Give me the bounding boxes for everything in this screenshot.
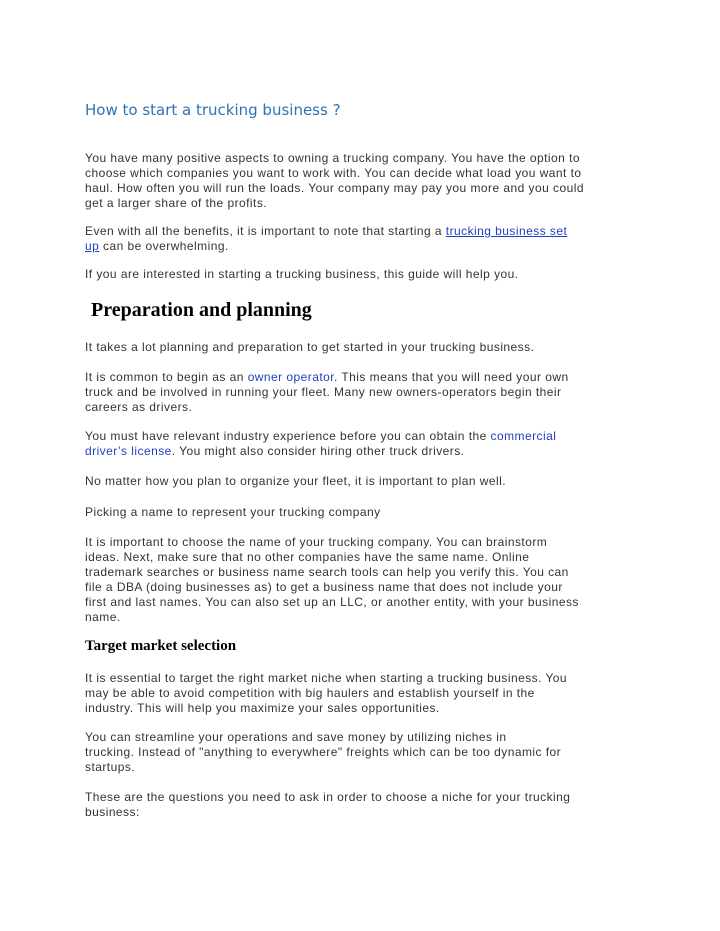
section1-paragraph-1: It takes a lot planning and preparation to get started in your trucking business.	[85, 340, 535, 354]
text-segment: It is common to begin as an	[85, 370, 248, 384]
text-line: file a DBA (doing businesses as) to get a business name that does not include your	[85, 580, 563, 594]
text-line: choose which companies you want to work with. You can decide what load you want to	[85, 166, 582, 180]
intro-paragraph-1	[85, 151, 645, 211]
owner-operator-link[interactable]: owner operator	[247, 370, 335, 384]
text-line	[85, 444, 645, 459]
section2-paragraph-3	[85, 790, 645, 820]
text-line	[85, 239, 645, 254]
section1-paragraph-3	[85, 429, 645, 459]
page-title: How to start a trucking business ?	[85, 101, 341, 119]
text-line: trademark searches or business name search tools can help you verify this. You can	[85, 565, 569, 579]
text-line: first and last names. You can also set up an LLC, or another entity, with your business	[85, 595, 579, 609]
text-line: haul. How often you will run the loads. Your company may pay you more and you could	[85, 181, 584, 195]
text-line: ideas. Next, make sure that no other companies have the same name. Online	[85, 550, 530, 564]
section2-paragraph-2	[85, 730, 645, 775]
section-heading-preparation: Preparation and planning	[91, 299, 312, 321]
text-segment: can be overwhelming.	[99, 239, 229, 253]
text-line: careers as drivers.	[85, 400, 193, 414]
commercial-drivers-license-link[interactable]: commercial	[490, 429, 557, 443]
section2-paragraph-1	[85, 671, 645, 716]
trucking-business-setup-link[interactable]: trucking business set	[445, 224, 568, 238]
text-line: It is essential to target the right market niche when starting a trucking business. You	[85, 671, 568, 685]
intro-paragraph-2	[85, 224, 645, 254]
section1-paragraph-6	[85, 535, 645, 625]
text-line: You can streamline your operations and save money by utilizing niches in	[85, 730, 507, 744]
text-line: You have many positive aspects to owning a trucking company. You have the option to	[85, 151, 580, 165]
text-line: truck and be involved in running your fleet. Many new owners-operators begin their	[85, 385, 562, 399]
text-line	[85, 224, 645, 239]
text-line: startups.	[85, 760, 136, 774]
text-line: business:	[85, 805, 140, 819]
text-line: trucking. Instead of "anything to everywhere" freights which can be too dynamic for	[85, 745, 562, 759]
text-segment: . You might also consider hiring other truck drivers.	[171, 444, 465, 458]
text-line: name.	[85, 610, 121, 624]
text-segment: . This means that you will need your own	[334, 370, 569, 384]
section1-paragraph-5: Picking a name to represent your trucking company	[85, 505, 381, 519]
text-line: These are the questions you need to ask in order to choose a niche for your trucking	[85, 790, 571, 804]
section-heading-target-market: Target market selection	[85, 638, 237, 654]
section1-paragraph-4: No matter how you plan to organize your fleet, it is important to plan well.	[85, 474, 507, 488]
text-line: get a larger share of the profits.	[85, 196, 268, 210]
trucking-business-setup-link-continued[interactable]: up	[85, 239, 100, 253]
text-line: may be able to avoid competition with big haulers and establish yourself in the	[85, 686, 535, 700]
text-line: It is important to choose the name of your trucking company. You can brainstorm	[85, 535, 548, 549]
section1-paragraph-2	[85, 370, 645, 415]
text-line: industry. This will help you maximize your sales opportunities.	[85, 701, 440, 715]
text-line	[85, 370, 645, 385]
text-line	[85, 429, 645, 444]
commercial-drivers-license-link-continued[interactable]: driver’s license	[85, 444, 172, 458]
text-segment: You must have relevant industry experience before you can obtain the	[85, 429, 491, 443]
intro-paragraph-3: If you are interested in starting a trucking business, this guide will help you.	[85, 267, 519, 281]
text-segment: Even with all the benefits, it is important to note that starting a	[85, 224, 446, 238]
